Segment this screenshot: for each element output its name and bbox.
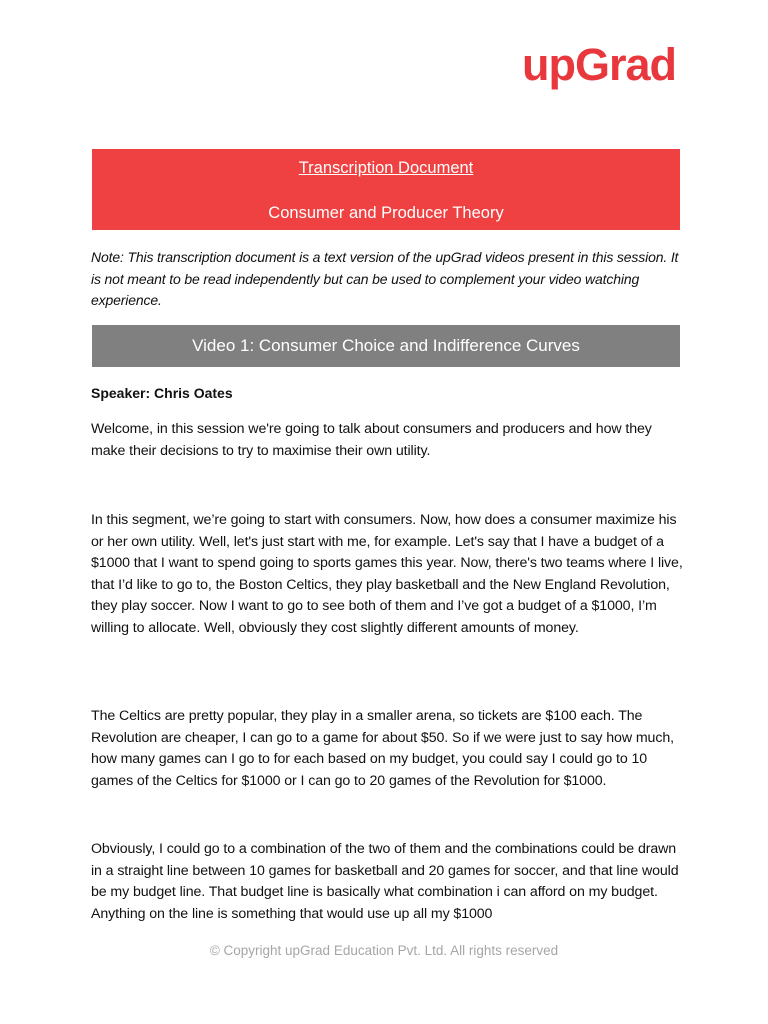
- note-text: Note: This transcription document is a text version of the upGrad videos present in this session. It is not meant to be read independently but can be used to complement your video watching experience.: [91, 249, 679, 308]
- title-banner: [92, 149, 680, 230]
- paragraph: Welcome, in this session we're going to talk about consumers and producers and how they make their decisions to try to maximise their own utility.: [91, 421, 652, 459]
- document-subtitle: Consumer and Producer Theory: [268, 204, 504, 222]
- upgrad-logo: upGrad: [521, 39, 676, 90]
- document-title: Transcription Document: [298, 159, 474, 177]
- speaker-label: Speaker: Chris Oates: [91, 385, 233, 401]
- copyright-footer: © Copyright upGrad Education Pvt. Ltd. All rights reserved: [209, 943, 559, 958]
- paragraph: Obviously, I could go to a combination of the two of them and the combinations could be drawn in a straight line between 10 games for basketball and 20 games for soccer, and that line would be my budget line. That budget line is basically what combination i can afford on my budget. Anything on the line is something that would use up all my $1000: [91, 841, 679, 922]
- paragraph: The Celtics are pretty popular, they play in a smaller arena, so tickets are $100 each. The Revolution are cheaper, I can go to a game for about $50. So if we were just to say how much, how many games can I go to for each based on my budget, you could say I could go to 10 games of the Celtics for $1000 or I can go to 20 games of the Revolution for $1000.: [91, 708, 674, 789]
- paragraph: In this segment, we’re going to start with consumers. Now, how does a consumer maximize his or her own utility. Well, let's just start with me, for example. Let's say that I have a budget of a $1000 that I want to spend going to sports games this year. Now, there's two teams where I live, that I’d like to go to, the Boston Celtics, they play basketball and the New England Revolution, they play soccer. Now I want to go to see both of them and I’ve got a budget of a $1000, I’m willing to allocate. Well, obviously they cost slightly different amounts of money.: [91, 512, 683, 636]
- video-heading: Video 1: Consumer Choice and Indifference Curves: [92, 325, 680, 367]
